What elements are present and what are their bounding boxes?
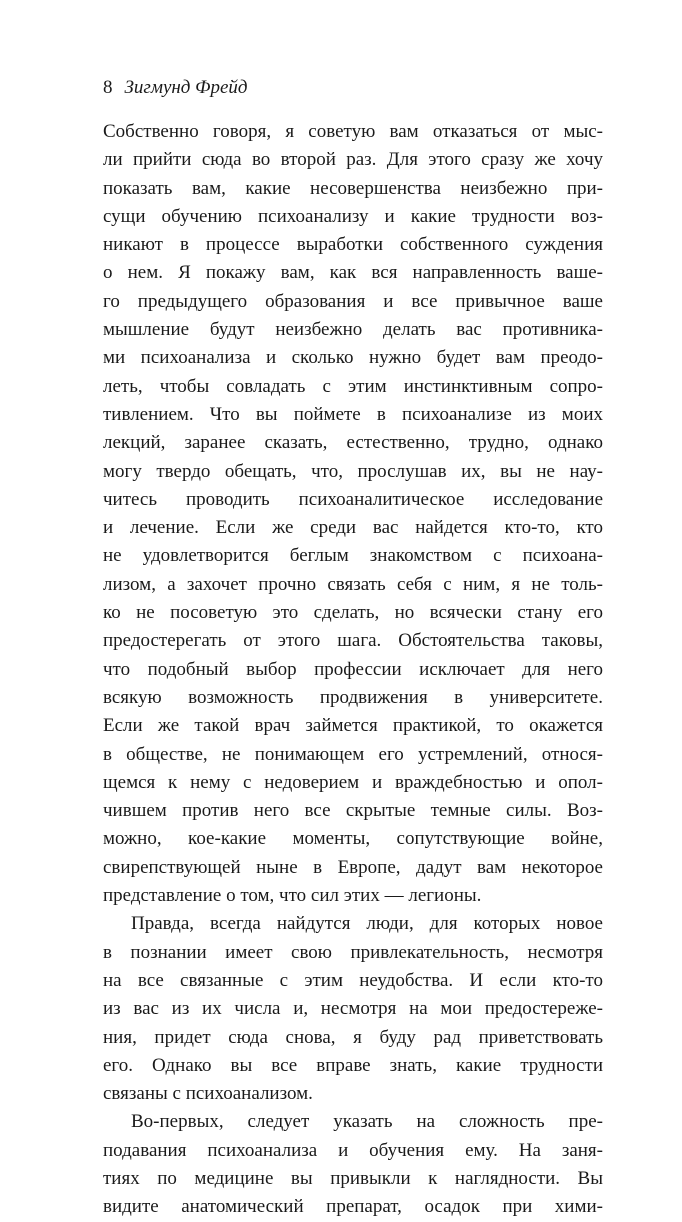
running-head (103, 76, 603, 100)
text-line: тиях по медицине вы привыкли к наглядности. Вы (103, 1167, 603, 1189)
text-line: могу твердо обещать, что, прослушав их, вы не нау- (103, 460, 603, 482)
text-line: предостерегать от этого шага. Обстоятельства таковы, (103, 630, 603, 652)
text-line: ния, придет сюда снова, я буду рад приветствовать (103, 1026, 603, 1048)
text-line: показать вам, какие несовершенства неизбежно при- (103, 177, 603, 199)
text-line: Если же такой врач займется практикой, то окажется (103, 715, 603, 737)
text-line: что подобный выбор профессии исключает для него (103, 658, 603, 680)
text-line: не удовлетворится беглым знакомством с психоана- (103, 545, 603, 567)
text-line: Собственно говоря, я советую вам отказаться от мыс- (103, 121, 603, 142)
text-line: щемся к нему с недоверием и враждебностью и опол- (103, 771, 603, 793)
text-line: го предыдущего образования и все привычное ваше (103, 290, 603, 312)
text-line: на все связанные с этим неудобства. И если кто-то (103, 969, 603, 991)
text-line: в познании имеет свою привлекательность, несмотря (103, 941, 603, 963)
paragraph-2 (103, 910, 603, 1108)
text-line: лизом, а захочет прочно связать себя с ним, я не толь- (103, 573, 603, 595)
text-line: мышление будут неизбежно делать вас противника- (103, 319, 603, 341)
text-line: свирепствующей ныне в Европе, дадут вам некоторое (103, 856, 603, 878)
text-line: леть, чтобы совладать с этим инстинктивным сопро- (103, 375, 603, 397)
text-line: сущи обучению психоанализу и какие трудности воз- (103, 205, 603, 227)
paragraph-1 (103, 118, 603, 910)
body-text (103, 118, 603, 1222)
book-author: Зигмунд Фрейд (124, 77, 248, 98)
text-line: видите анатомический препарат, осадок при хими- (103, 1196, 603, 1218)
text-line: ли прийти сюда во второй раз. Для этого сразу же хочу (103, 149, 603, 171)
page-number: 8 (103, 77, 113, 98)
text-line: и лечение. Если же среди вас найдется кто-то, кто (103, 517, 603, 539)
text-line: Правда, всегда найдутся люди, для которых новое (131, 913, 603, 935)
text-line: всякую возможность продвижения в университете. (103, 686, 603, 708)
text-line: лекций, заранее сказать, естественно, трудно, однако (103, 432, 603, 454)
text-line: из вас из их числа и, несмотря на мои предостереже- (103, 998, 603, 1020)
paragraph-3 (103, 1108, 603, 1221)
text-line: ко не посоветую это сделать, но всячески стану его (103, 602, 603, 624)
text-line: читесь проводить психоаналитическое исследование (103, 488, 603, 510)
text-line: в обществе, не понимающем его устремлений, относя- (103, 743, 603, 765)
text-line: можно, кое-какие моменты, сопутствующие войне, (103, 828, 603, 850)
text-line: тивлением. Что вы поймете в психоанализе из моих (103, 403, 603, 425)
text-line: о нем. Я покажу вам, как вся направленность ваше- (103, 262, 603, 284)
text-line: подавания психоанализа и обучения ему. На заня- (103, 1139, 603, 1161)
text-line: связаны с психоанализом. (103, 1083, 313, 1105)
text-line: его. Однако вы все вправе знать, какие трудности (103, 1054, 603, 1076)
text-line: никают в процессе выработки собственного суждения (103, 234, 603, 256)
text-line: чившем против него все скрытые темные силы. Воз- (103, 800, 603, 822)
text-line: Во-первых, следует указать на сложность пре- (131, 1111, 603, 1133)
text-line: ми психоанализа и сколько нужно будет вам преодо- (103, 347, 603, 369)
book-page (103, 76, 603, 1222)
text-line: представление о том, что сил этих — легионы. (103, 885, 482, 907)
